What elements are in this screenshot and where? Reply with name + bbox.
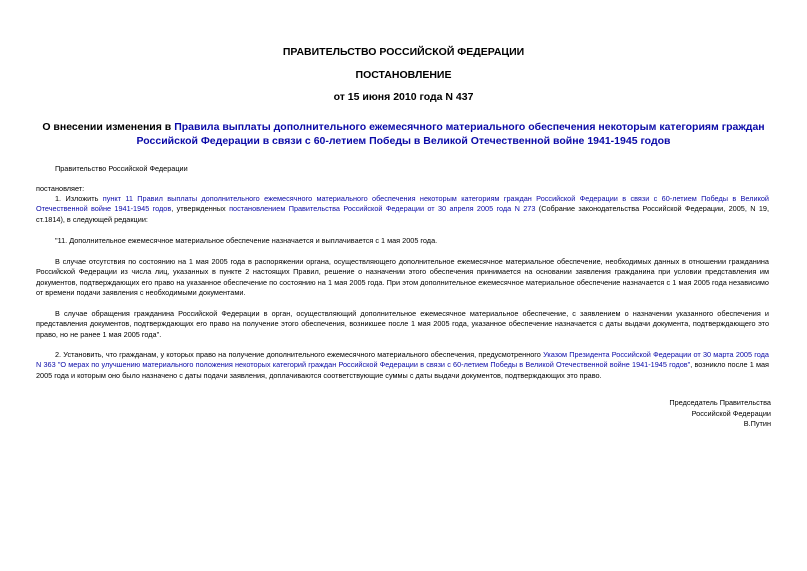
- decrees-line: постановляет:: [36, 184, 85, 193]
- signature-name: В.Путин: [743, 419, 771, 429]
- quote-paragraph: "11. Дополнительное ежемесячное материальное обеспечение назначается и выплачивается с 1 мая 2005 года.: [55, 236, 438, 245]
- p2-text-b: , возникло после 1 мая 2005 года и которым оно было назначено с даты подачи заявления, доплачиваются соответствующие суммы с даты выдачи документов, подтверждающих это право.: [36, 360, 769, 380]
- p1-text-a: 1. Изложить: [55, 194, 103, 203]
- signature-block: [571, 398, 771, 430]
- document-type-heading: ПОСТАНОВЛЕНИЕ: [355, 69, 452, 81]
- rules-link[interactable]: Правила выплаты дополнительного ежемесячного материального обеспечения некоторым категориям граждан Российской Федерации в связи с 60-летием Победы в Великой Отечественной войне 1941-1945 годов: [136, 121, 765, 147]
- presidential-decree-link[interactable]: Указом Президента Российской Федерации от 30 марта 2005 года N 363 "О мерах по улучшению материального положения некоторых категорий граждан Российской Федерации в связи с 60-летием Победы в Великой Отечественной войне 1941-1945 годов": [36, 350, 769, 370]
- document-title: [22, 120, 785, 148]
- p1-text-b: , утвержденных: [171, 204, 230, 214]
- signature-title: Председатель Правительства: [669, 398, 771, 407]
- government-heading: ПРАВИТЕЛЬСТВО РОССИЙСКОЙ ФЕДЕРАЦИИ: [282, 46, 525, 58]
- date-number-heading: от 15 июня 2010 года N 437: [333, 91, 474, 103]
- signature-country: Российской Федерации: [691, 408, 771, 418]
- p1-text-c: (Собрание законодательства Российской Федерации, 2005, N 19, ст.1814), в следующей редакции:: [36, 204, 769, 224]
- title-prefix: О внесении изменения в: [42, 121, 175, 133]
- paragraph-2: [36, 350, 769, 381]
- paragraph-1: [36, 194, 769, 225]
- p1-resolution-link[interactable]: постановлением Правительства Российской Федерации от 30 апреля 2005 года N 273: [229, 204, 536, 214]
- p1-rules-clause-link[interactable]: пункт 11 Правил выплаты дополнительного ежемесячного материального обеспечения некоторым категориям граждан Российской Федерации в связи с 60-летием Победы в Великой Отечественной войне 1941-1945 годов: [36, 194, 769, 214]
- absence-paragraph: В случае отсутствия по состоянию на 1 мая 2005 года в распоряжении органа, осуществляющего дополнительное ежемесячное материальное обеспечение, необходимых данных в отношении гражданина Российской Федерации из числа лиц, указанных в пункте 2 настоящих Правил, решение о назначении этого обеспечения принимается на основании заявления гражданина при условии представления им документов, подтверждающих его право на указанное обеспечение по состоянию на 1 мая 2005 года. При этом дополнительное ежемесячное материальное обеспечение назначается с 1 мая 2005 года независимо от времени подачи заявления с необходимыми документами.: [36, 257, 769, 298]
- appeal-paragraph: В случае обращения гражданина Российской Федерации в орган, осуществляющий дополнительное ежемесячное материальное обеспечение, с заявлением о назначении указанного обеспечения и представления документов, подтверждающих его право на получение этого обеспечения, возникшее после 1 мая 2005 года, указанное обеспечение назначается с даты выдачи документа, подтверждающего это право, но не ранее 1 мая 2005 года".: [36, 309, 769, 339]
- p2-text-a: 2. Установить, что гражданам, у которых право на получение дополнительного ежемесячного материального обеспечения, предусмотренного: [55, 350, 544, 359]
- government-line: Правительство Российской Федерации: [55, 164, 188, 173]
